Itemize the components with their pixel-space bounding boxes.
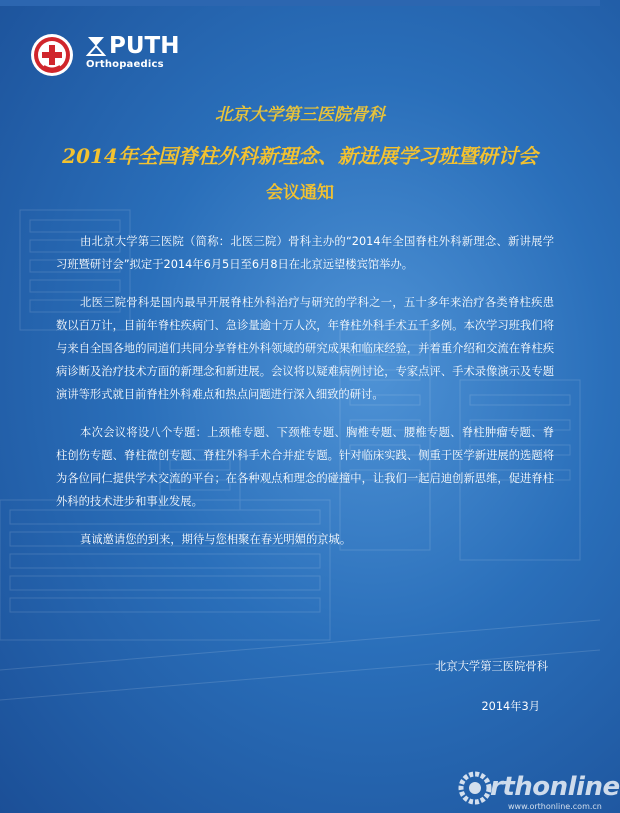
orthonline-logo-icon — [458, 771, 492, 805]
notice-main-title: 2014年全国脊柱外科新理念、新进展学习班暨研讨会 — [62, 144, 538, 168]
brand-subtitle: Orthopaedics — [86, 59, 164, 70]
notice-date: 2014年3月 — [481, 700, 540, 713]
body-paragraph: 由北京大学第三医院（简称：北医三院）骨科主办的“2014年全国脊柱外科新理念、新讲展学习班暨研讨会”拟定于2014年6月5日至6月8日在北京远望楼宾馆举办。 — [56, 235, 554, 271]
watermark-name: rthonline — [490, 772, 620, 802]
puth-logo — [86, 34, 179, 70]
body-paragraph: 本次会议将设八个专题：上颈椎专题、下颈椎专题、胸椎专题、腰椎专题、脊柱肿瘤专题、脊柱创伤专题、脊柱微创专题、脊柱外科手术合并症专题。针对临床实践、侧重于医学新进展的选题将为各位同仁提供学术交流的平台；在各种观点和理念的碰撞中，让我们一起启迪创新思维，促进脊柱外科的技术进步和事业发展。 — [56, 426, 554, 508]
organizer-heading: 北京大学第三医院骨科 — [215, 105, 385, 125]
signature: 北京大学第三医院骨科 — [435, 660, 548, 673]
puth-mark-icon — [86, 35, 106, 57]
hospital-emblem-icon — [30, 33, 74, 77]
top-strip — [0, 0, 600, 6]
body-paragraph: 真诚邀请您的到来，期待与您相聚在春光明媚的京城。 — [80, 533, 352, 546]
brand-name: PUTH — [109, 33, 180, 59]
notice-subtitle: 会议通知 — [266, 183, 334, 203]
watermark-url: www.orthonline.com.cn — [508, 802, 602, 811]
notice-body — [56, 230, 554, 566]
body-paragraph: 北医三院骨科是国内最早开展脊柱外科治疗与研究的学科之一，五十多年来治疗各类脊柱疾患数以百万计，目前年脊柱疾病门、急诊量逾十万人次，年脊柱外科手术五千多例。本次学习班我们将与来自全国各地的同道们共同分享脊柱外科领域的研究成果和临床经验，并着重介绍和交流在脊柱疾病诊断及治疗技术方面的新理念和新进展。会议将以疑难病例讨论，专家点评、手术录像演示及专题演讲等形式就目前脊柱外科难点和热点问题进行深入细致的研讨。 — [56, 296, 554, 401]
